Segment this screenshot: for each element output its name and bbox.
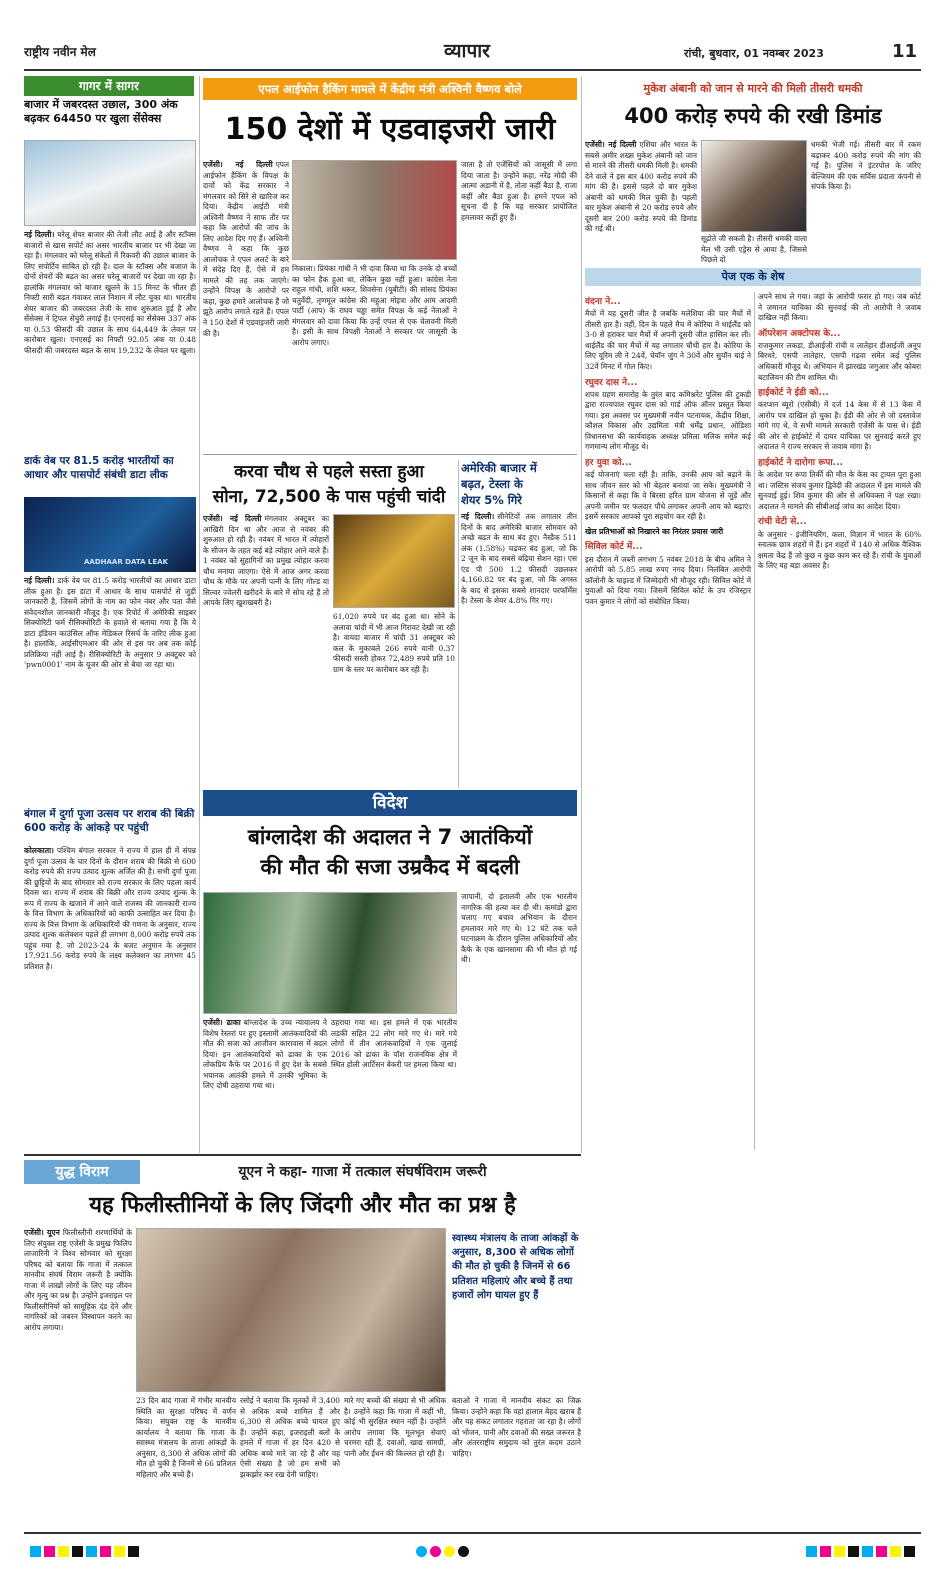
gold-article-col1: एजेंसी। नई दिल्ली मंगलवार अक्टूबर का आखिरी दिन था और आज से नवंबर की शुरुआत हो रही है। नवंबर में भारत में त्योहारों के सीजन के तहत कई बड़े त्योहार आने वाले हैं। 1 नवंबर को सुहागिनों का प्रमुख त्योहार करवा चौथ मनाया जाएगा। ऐसे में आज अगर करवा चौथ के मौके पर अपनी पत्नी के लिए गोल्ड या सिल्वर ज्वेलरी खरीदने के बारे में सोच रहे हैं तो आपके लिए खुशखबरी है। <box>203 514 329 608</box>
center-headline: 150 देशों में एडवाइजरी जारी <box>224 112 556 147</box>
aadhaar-leak-caption: AADHAAR DATA LEAK <box>84 558 169 567</box>
left-article-3: कोलकाता। पश्चिम बंगाल सरकार ने राज्य में हाल ही में संपन्न दुर्गा पूजा उत्सव के चार दिनों के दौरान शराब की बिक्री से 600 करोड़ रुपये की राज्य उत्पाद शुल्क अर्जित की है। सभी दुर्गा पूजा की छुट्टियों के बाद सोमवार को राज्य सरकार के लिए पहला कार्य दिवस था। राज्य में शराब की बिक्री और राज्य उत्पाद शुल्क के रूप में राज्य के खजाने में आने वाले राजस्व की जानकारी राज्य के वित्त विभाग के अधिकारियों को काफी उत्साहित कर दिया है। राज्य के वित्त विभाग के अधिकारियों की गणना के अनुसार, राज्य उत्पाद शुल्क कलेक्शन पहले ही लगभग 8,000 करोड़ रुपये तक पहुंच गया है, जो 2023-24 के बजट अनुमान के अनुसार 17,921.56 करोड़ रुपये के लक्ष्य कलेक्शन का लगभग 45 प्रतिशत है। <box>24 846 196 971</box>
left-headline-3: बंगाल में दुर्गा पूजा उत्सव पर शराब की बिक्री 600 करोड़ के आंकड़े पर पहुंची <box>24 808 195 834</box>
cont-head-ranchi: रांची वेटी से... <box>758 517 807 528</box>
cont-text-col2-start: अपने साथ ले गया। जहां के आरोपी फरार हो गए। जब कोर्ट ने जमानत याचिका की सुनवाई की तो आरोपी ने जवाब दाखिल नहीं किया। <box>758 292 921 323</box>
cont-head-raghuvar: रघुवर दास ने... <box>585 377 638 388</box>
ambani-article-col3: धमकी भेजी गई। तीसरी बार में रकम बढ़ाकर 400 करोड़ रुपये की मांग की गई है। पुलिस ने इंटरपोल के जरिए बेल्जियम की एक सर्विस प्रदाता कंपनी से संपर्क किया है। <box>811 140 921 192</box>
left-article-1: नई दिल्ली। घरेलू शेयर बाजार की तेजी लौट आई है और स्टॉक्स बाजारों से खास सपोर्ट का असर भारतीय बाजार पर भी देखा जा रहा है। मंगलवार को घरेलू संकेतों में रिकवरी की उछाल बाजार के लिए सपोर्टिव साबित हो रही है। दाल के स्टॉक्स और बजाज के दोनों शेयरों की बढ़त का असर घरेलू बाजारों पर देखा जा रहा है। हालांकि मंगलवार को बाजार खुलने के 15 मिनट के भीतर ही निफ्टी सारी बढ़त गंवाकर लाल निशान में लौट चुका था। भारतीय शेयर बाजार की जबरदस्त तेजी के साथ शुरुआत हुई है और सेंसेक्स ने ट्रिपल सेंचुरी लगाई है। एनएसई का सेंसेक्स 337 अंक या 0.53 फीसदी की उछाल के साथ 64,449 के लेवल पर कारोबार खुला। एनएसई का निफ्टी 92.05 अंक या 0.48 फीसदी की जबरदस्त बढ़त के साथ 19,232 के लेवल पर खुला। <box>24 230 196 355</box>
ambani-article-col1: एजेंसी। नई दिल्ली एशिया और भारत के सबसे अमीर शख्स मुकेश अंबानी को जान से मारने की तीसरी धमकी मिली है। धमकी देने वाले ने इस बार 400 करोड़ रुपये की मांग की है। इससे पहले दो बार मुकेश अंबानी को धमकी मिल चुकी है। पहली बार मुकेश अंबानी से 20 करोड़ रुपये और दूसरी बार 200 करोड़ रुपये की डिमांड की गई थी। <box>585 140 697 234</box>
gaza-article-col5: बताओ ने गाजा में मानवीय संकट का जिक्र किया। उन्होंने कहा कि वहां हालात बेहद खराब हैं और यह संकट लगातार गहराता जा रहा है। लोगों को भोजन, पानी और दवाओं की सख्त जरूरत है और अंतरराष्ट्रीय समुदाय को तुरंत कदम उठाने चाहिए। <box>452 1396 581 1458</box>
bangladesh-court-photo <box>203 892 457 1014</box>
minister-photo <box>292 160 457 260</box>
us-market-headline-1: अमेरिकी बाजार में <box>461 461 537 475</box>
bangladesh-article-col3: जापानी, दो इतालवी और एक भारतीय नागरिक की हत्या कर दी थी। कमांडो द्वारा चलाए गए बचाव अभियान के दौरान हमलावर मारे गए थे। 12 घंटे तक चले घटनाक्रम के दौरान पुलिस अधिकारियों और कैफे के एक खानसामा की भी मौत हो गई थी। <box>461 892 577 965</box>
newspaper-name: राष्ट्रीय नवीन मेल <box>24 45 96 59</box>
left-section-tag: गागर में सागर <box>24 76 194 96</box>
cont-text-civil-court: इस दौरान में जब्ती लगभग 5 नवंबर 2018 के बीच अमित ने आरोपी को 5.85 लाख रुपए नगद दिया। निलंबित आरोपी कॉलोनी के चाइल्ड में जिम्मेदारी भी मौजूद रही। सिविल कोर्ट में युवाओं को दिया गया। जिसमें सिविल कोर्ट के उप रजिस्ट्रार पवन कुमार ने लोगों को संबोधित किया। <box>585 554 751 606</box>
us-market-headline-3: शेयर 5% गिरे <box>461 493 522 507</box>
left-headline-1: बाजार में जबरदस्त उछाल, 300 अंक बढ़कर 64450 पर खुला सेंसेक्स <box>24 98 178 126</box>
us-market-headline-2: बढ़त, टेस्ला के <box>461 477 523 491</box>
bangladesh-headline-2: की मौत की सजा उम्रकैद में बदली <box>260 855 520 879</box>
gold-headline-1: करवा चौथ से पहले सस्ता हुआ <box>234 462 424 482</box>
gold-article-col2: 61,020 रुपये पर बंद हुआ था। सोने के अलावा चांदी में भी आज गिरावट देखी जा रही है। वायदा बाजार में चांदी 31 अक्टूबर को कल के मुकाबले 266 रुपये यानी 0.37 फीसदी सस्ती होकर 72,489 रुपये प्रति 10 ग्राम के स्तर पर कारोबार कर रही है। <box>333 612 455 674</box>
continued-col-1 <box>585 292 751 1150</box>
gold-headline-2: सोना, 72,500 के पास पहुंची चांदी <box>212 487 446 507</box>
bangladesh-headline-1: बांग्लादेश की अदालत ने 7 आतंकियों <box>247 825 533 849</box>
masthead <box>24 36 921 68</box>
ceasefire-section-tag: युद्ध विराम <box>24 1160 140 1184</box>
ceasefire-kicker: यूएन ने कहा- गाजा में तत्काल संघर्षविराम जरूरी <box>238 1164 487 1180</box>
cont-text-vandana: मैचों में यह दूसरी जीत है जबकि मलेशिया की चार मैचों में तीसरी हार है। वहीं, दिन के पहले मैच में कोरिया ने थाईलैंड को 3-0 से हराकर चार मैचों में अपनी दूसरी जीत हासिल कर ली। थाईलैंड की चार मैचों में यह लगातार चौथी हार है। कोरिया के लिए यूरिम ली ने 24वें, चेयॉन जुंग ने 30वें और सुयॉन चाई ने 32वें मिनट में गोल किए। <box>585 309 751 371</box>
center-kicker: एपल आईफोन हैकिंग मामले में केंद्रीय मंत्री अश्विनी वैष्णव बोले <box>203 78 577 100</box>
stock-market-photo <box>24 140 196 226</box>
color-registration-bar-right <box>806 1546 915 1558</box>
cont-text-yuva: कई योजनाएं चला रही है। ताकि, उनकी आय को बढ़ाने के साथ जीवन स्तर को भी बेहतर बनाया जा सके। मुख्यमंत्री ने किसानों से कहा कि वे बिरसा हरित ग्राम योजना से जुड़ें और अपनी जमीन पर फलदार पौधे लगाकर अपनी आय को बढ़ाएं। इसमें सरकार आपको पूरा सहयोग कर रही है। <box>585 470 751 522</box>
right-headline: 400 करोड़ रुपये की रखी डिमांड <box>624 104 882 128</box>
dateline: रांची, बुधवार, 01 नवम्बर 2023 <box>684 47 824 60</box>
center-article-col2: निकाला। प्रियंका गांधी ने भी दावा किया था कि उनके दो बच्चों का फोन हैक हुआ था, लेकिन कुछ नहीं हुआ। कांग्रेस नेता राहुल गांधी, शशि थरूर, शिवसेना (यूबीटी) की सांसद प्रियंका चतुर्वेदी, तृणमूल कांग्रेस की महुआ मोइत्रा और आम आदमी पार्टी (आप) के राघव चड्ढा समेत विपक्ष के कई नेताओं ने मंगलवार को दावा किया कि उन्हें एपल से एक चेतावनी मिली है। इसी के साथ विपक्षी नेताओं ने सरकार पर जासूसी के आरोप लगाए। <box>292 264 457 347</box>
foreign-section-tag: विदेश <box>203 790 577 816</box>
right-kicker: मुकेश अंबानी को जान से मारने की मिली तीसरी धमकी <box>643 82 863 95</box>
gaza-pull-quote: स्वास्थ्य मंत्रालय के ताजा आंकड़ों के अनुसार, 8,300 से अधिक लोगों की मौत हो चुकी है जिनमें से 66 प्रतिशत महिलाएं और बच्चे हैं तथा हजारों लोग घायल हुए हैं <box>452 1233 579 1301</box>
cont-head-yuva: हर युवा को... <box>585 458 632 468</box>
cont-text-raghuvar: शपथ ग्रहण समारोह के तुरंत बाद कमिश्नरेट पुलिस की टुकड़ी द्वारा राज्यपाल रघुवर दास को गार्ड ऑफ ऑनर प्रस्तुत किया गया। इस अवसर पर मुख्यमंत्री नवीन पटनायक, केंद्रीय शिक्षा, कौशल विकास और उद्यमिता मंत्री धर्मेंद्र प्रधान, ओडिशा विधानसभा की कार्यवाहक अध्यक्ष प्रमिला मलिक समेत कई गणमान्य लोग मौजूद थे। <box>585 389 751 452</box>
color-registration-bar-left <box>30 1546 139 1558</box>
bangladesh-article-col1: एजेंसी। ढाका बांग्लादेश के उच्च न्यायालय ने विशेष रेस्तरां पर हुए इस्लामी आतंकवादियों की मौत की सजा को आजीवन कारावास में बदल दिया। इन आतंकवादियों को ढाका के एक लोकप्रिय कैफे पर 2016 में हुए देश के सबसे भयानक आतंकी हमले में उनकी भूमिका के लिए दोषी ठहराया गया था। <box>203 1018 327 1091</box>
continued-section-tag: पेज एक के शेष <box>585 268 921 286</box>
gaza-article-col4: मारे गए बच्चों की संख्या से भी अधिक है। उन्होंने कहा कि गाजा में कहीं भी, कोई भी सुरक्षित स्थान नहीं है। उन्होंने आरोप लगाया कि मूलभूत सेवाएं चरमरा रही हैं, दवाओं, खाद्य सामग्री, पानी और ईंधन की किल्लत हो रही है। <box>344 1396 446 1458</box>
ambani-article-col2b: सूद्रोते जी सकती है। तीसरी धमकी वाला मेल भी उसी एड्रेस से आया है, जिससे पिछले दो <box>701 234 807 264</box>
cont-text-daroga: के आदेश पर रूपा तिर्की की मौत के केस का ट्रायल पूरा हुआ था। जस्टिस संजय कुमार द्विवेदी की अदालत में इस मामले की सुनवाई हुई। शिव कुमार की ओर से अधिवक्ता ने पक्ष रखा। अदालत ने मामले की सीबीआई जांच का आदेश दिया। <box>758 470 921 511</box>
cont-head-daroga: हाईकोर्ट ने दारोगा रूपा... <box>758 458 843 468</box>
section-title: व्यापार <box>444 40 490 62</box>
cont-text-ranchi: के अनुसार - इंजीनियरिंग, कला, विज्ञान में भारत के 60% स्नातक छात्र शहरों में हैं। इन शहरों में 140 से अधिक वैश्विक क्षमता केंद्र हैं जो कुछ न कुछ काम कर रहे हैं। रांची के युवाओं के लिए यह बड़ा अवसर है। <box>758 529 921 571</box>
gaza-article-col1: एजेंसी। यूएन फिलीस्तीनी शरणार्थियों के लिए संयुक्त राष्ट्र एजेंसी के प्रमुख फिलिप लाजारिनी ने विश्व सोमवार को सुरक्षा परिषद को बताया कि गाजा में तत्काल मानवीय संघर्ष विराम जरूरी है क्योंकि गाजा में लाखों लोगों के लिए यह जीवन और मृत्यु का प्रश्न है। उन्होंने इजराइल पर फिलीस्तीनियों को सामूहिक दंड देने और नागरिकों को जबरन विस्थापन करने का आरोप लगाया। <box>24 1228 132 1332</box>
cont-text-octopus: राजकुमार लकड़ा, डीआईजी रांची व लातेहार डीआईजी अनूप बिरथरे, एसपी लातेहार, एसपी गढ़वा समेत कई पुलिस अधिकारी मौजूद थे। अभियान में झारखंड जगुआर और कोबरा बटालियन की टीम शामिल थी। <box>758 340 921 382</box>
us-market-article: नई दिल्ली। सीनेटिवों तक लगातार तीन दिनों के बाद अमेरिकी बाजार सोमवार को अच्छे बढ़त के साथ बंद हुए। नैस्डैक 511 अंक (1.58%) चढ़कर बंद हुआ, जो कि 2 जून के बाद सबसे बढ़िया सेशन रहा। एस एंड पी 500 1.2 फीसदी उछलकर 4,166.82 पर बंद हुआ, जो कि अगस्त के बाद से इसका सबसे शानदार परफॉर्मेंस है। टेस्ला के शेयर 4.8% गिर गए। <box>461 512 577 606</box>
continued-col-2 <box>758 292 921 1150</box>
cont-head-octopus: ऑपरेशन अक्टोपस के... <box>758 328 841 339</box>
cont-head-vandana: वंदना ने... <box>585 297 621 307</box>
left-headline-2: डार्क वेब पर 81.5 करोड़ भारतीयों का आधार और पासपोर्ट संबंधी डाटा लीक <box>24 455 174 481</box>
gaza-article-col2: 23 दिन बाद गाजा में गंभीर मानवीय स्थिति का सुरक्षा परिषद में वर्णन किया। संयुक्त राष्ट्र के मानवीय कार्यालय ने बताया कि गाजा के स्वास्थ्य मंत्रालय के ताजा आंकड़ों के अनुसार, 8,300 से अधिक लोगों की मौत हो चुकी है जिनमें से 66 प्रतिशत महिलाएं और बच्चे हैं। <box>136 1396 236 1479</box>
mukesh-ambani-photo <box>701 140 807 232</box>
bangladesh-article-col2: ठहराया गया था। इस हमले में एक भारतीय लड़की सहित 22 लोग मारे गए थे। मारे गये लोगों में तीन आतंकवादियों ने एक जुलाई 2016 को ढाका के पॉश राजनयिक क्षेत्र में स्थित होली आर्टिसन बेकरी पर हमला किया था। <box>331 1018 457 1070</box>
page-number: 11 <box>892 41 918 62</box>
cont-subhead-sports: खेल प्रतिभाओं को निखारने का निरंतर प्रयास जारी <box>585 526 724 536</box>
aadhaar-leak-image <box>24 497 196 572</box>
center-article-col1: एजेंसी। नई दिल्ली एपल आईफोन हैकिंग के विपक्ष के दावों को केंद्र सरकार ने मंगलवार को सिरे से खारिज कर दिया। केंद्रीय आईटी मंत्री अश्विनी वैष्णव ने साफ तौर पर कहा कि आरोपों की जांच के लिए आदेश दिए गए हैं। अश्विनी वैष्णव ने कहा कि कुछ आलोचक ने एपल अलर्ट के बारे में संदेह दिए हैं, ऐसे में हम मामले की तह तक जाएंगे। उन्होंने विपक्ष के आरोपों पर कहा, कुछ हमारे आलोचक हैं जो झूठे आरोप लगाते रहते हैं। एपल ने 150 देशों में एडवाइजरी जारी की है। <box>203 160 289 338</box>
gaza-article-col3: रसोई ने बताया कि मृतकों में 3,400 से अधिक बच्चे शामिल हैं और 6,300 से अधिक बच्चे घायल हुए हैं। उन्होंने कहा, इजराइली बलों के हमले में गाजा में हर दिन 420 से अधिक बच्चे मारे जा रहे हैं और वह ऐसी संख्या है जो हम सभी को झकझोर कर रख देनी चाहिए। <box>240 1396 340 1479</box>
cont-head-civil-court: सिविल कोर्ट में... <box>585 542 643 553</box>
center-article-col3: जाता है तो एजेंसियों को जासूसी में लगा दिया जाता है। उन्होंने कहा, नरेंद्र मोदी की आत्मा अडानी में है, तोता कहीं बैठा है, राजा कहीं और बैठा हुआ है। हमने एपल को सूचना दी है कि यह सरकार प्रायोजित हमलावर कहीं हुए हैं। <box>461 160 577 222</box>
left-article-2: नई दिल्ली। डार्क वेब पर 81.5 करोड़ भारतीयों का आधार डाटा लीक हुआ है। इस डाटा में आधार के साथ पासपोर्ट से जुड़ी जानकारी है, जिसमें लोगों के नाम का फोन नंबर और पता जैसे संवेदनशील जानकारी मौजूद है। एक रिपोर्ट में अमेरिकी साइबर सिक्योरिटी फर्म रीसिक्योरिटी के हवाले से बताया गया है कि ये डाटा इंडियन काउंसिल ऑफ मेडिकल रिसर्च के जरिए लीक हुआ है। हालांकि, आईसीएमआर की ओर से इस पर अब तक कोई प्रतिक्रिया नहीं आई है। रीसिक्योरिटी के अनुसार 9 अक्टूबर को 'pwn0001' नाम के यूजर की ओर से बेचा जा रहा था। <box>24 576 196 670</box>
gold-jewellery-photo <box>333 514 455 608</box>
gaza-photo <box>136 1228 446 1392</box>
cont-text-highcourt-ed: करप्शन ब्यूरो (एसीबी) में दर्ज 14 केस में से 13 केस में आरोप पत्र दाखिल हो चुका है। ईडी की ओर से जो दस्तावेज मांगे गए थे, वे सभी मामले सरकारी एजेंसी के पास थे। ईडी की ओर से हाईकोर्ट में दायर याचिका पर सुनवाई करते हुए अदालत ने राज्य सरकार से जवाब मांगा है। <box>758 400 921 452</box>
color-registration-bar-center <box>416 1546 469 1558</box>
ceasefire-headline: यह फिलीस्तीनियों के लिए जिंदगी और मौत का प्रश्न है <box>89 1193 516 1218</box>
cont-head-highcourt-ed: हाईकोर्ट ने ईडी को... <box>758 388 829 399</box>
